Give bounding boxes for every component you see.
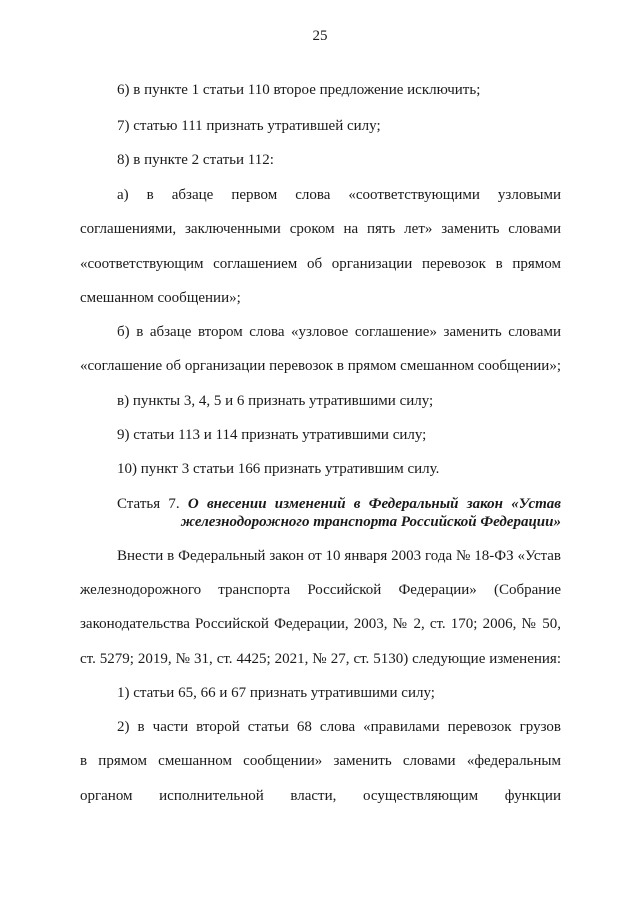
- paragraph-line: в) пункты 3, 4, 5 и 6 признать утратившими силу;: [117, 393, 434, 409]
- paragraph-line: 2) в части второй статьи 68 слова «правилами перевозок грузов: [117, 719, 561, 735]
- article-title: О внесении изменений в Федеральный закон «Устав: [187, 496, 561, 512]
- paragraph-line: а) в абзаце первом слова «соответствующими узловыми: [117, 187, 561, 203]
- paragraph-line: железнодорожного транспорта Российской Федерации» (Собрание: [80, 582, 561, 598]
- page-number: 25: [312, 28, 328, 44]
- paragraph-line: Внести в Федеральный закон от 10 января 2003 года № 18-ФЗ «Устав: [117, 548, 561, 564]
- article-heading-line2: [80, 512, 561, 532]
- paragraph-line: 6) в пункте 1 статьи 110 второе предложение исключить;: [117, 82, 481, 98]
- paragraph-line: органом исполнительной власти, осуществляющим функции: [80, 788, 561, 804]
- paragraph-line: «соответствующим соглашением об организации перевозок в прямом: [80, 256, 561, 272]
- paragraph-line: б) в абзаце втором слова «узловое соглашение» заменить словами: [117, 324, 561, 340]
- paragraph-line: 8) в пункте 2 статьи 112:: [117, 152, 274, 168]
- paragraph-line: ст. 5279; 2019, № 31, ст. 4425; 2021, № 27, ст. 5130) следующие изменения:: [80, 651, 561, 667]
- paragraph-line: 9) статьи 113 и 114 признать утратившими силу;: [117, 427, 427, 443]
- paragraph-line: смешанном сообщении»;: [80, 290, 241, 306]
- paragraph-line: в прямом смешанном сообщении» заменить словами «федеральным: [80, 753, 561, 769]
- paragraph-line: 10) пункт 3 статьи 166 признать утратившим силу.: [117, 461, 440, 477]
- article-label: Статья 7.: [117, 496, 180, 512]
- article-title-continued: железнодорожного транспорта Российской Федерации»: [180, 514, 561, 530]
- paragraph-line: законодательства Российской Федерации, 2003, № 2, ст. 170; 2006, № 50,: [80, 616, 561, 632]
- paragraph-line: 1) статьи 65, 66 и 67 признать утратившими силу;: [117, 685, 435, 701]
- paragraph-line: «соглашение об организации перевозок в прямом смешанном сообщении»;: [80, 358, 561, 374]
- paragraph-line: соглашениями, заключенными сроком на пять лет» заменить словами: [80, 221, 561, 237]
- article-heading-line1: [117, 494, 561, 514]
- paragraph-line: 7) статью 111 признать утратившей силу;: [117, 118, 381, 134]
